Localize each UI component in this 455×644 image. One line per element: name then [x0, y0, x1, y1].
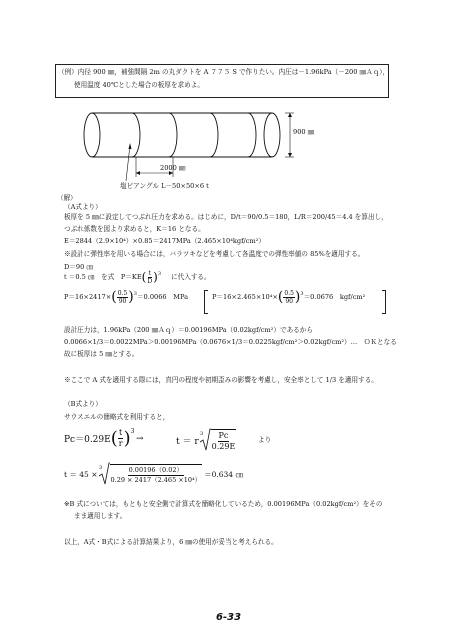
diameter-label: 900 ㎜ — [293, 128, 315, 136]
ring-2 — [169, 113, 177, 157]
cube-root-icon — [98, 462, 110, 486]
a-diameter: D＝90 ㎝ — [64, 263, 93, 271]
example-line-1: （例）内径 900 ㎜，補強間隔 2m の丸ダクトを A ７７５ S で作りたい。内圧は－1.96kPa（－200 ㎜Ａｑ）， — [58, 68, 390, 76]
svg-text:3: 3 — [199, 431, 203, 437]
svg-text:3: 3 — [98, 465, 102, 471]
calc-2-num: 0.5 — [284, 290, 294, 297]
b-heading: （B式より） — [64, 400, 102, 408]
page-number: 6-33 — [216, 612, 242, 623]
b-arrow: → — [136, 434, 144, 444]
b-formula-2 — [176, 428, 236, 452]
calc-2-den: 90 — [285, 298, 293, 305]
b-calc-den: 0.29 × 2417（2.465 ×10⁴） — [110, 475, 202, 484]
angle-label: 塩ビアングル L－50×50×6 t — [120, 182, 209, 190]
a-paragraph-1: 板厚を 5 ㎜に設定してつぶれ圧力を求める。はじめに，D/t＝90/0.5＝180，L/R＝200/45＝4.4 を算出し， — [64, 213, 388, 221]
b-formula-1: Pc＝0.29E ( $\frac{t}{r}$ ) $^3$ — [64, 428, 135, 449]
b-formula-1-num: t — [119, 428, 123, 437]
ring-3 — [210, 113, 218, 157]
calc-2: P＝16×2.465×10⁴× ( $\frac{0.5}{90}$ ) $^3$ ＝0.0676 kgf/cm² — [212, 289, 366, 305]
a-formula-line: t ＝0.5 ㎝ を式 P＝KE ( $\frac{t}{D}$ ) $^3$ に代入する。 — [64, 270, 211, 285]
conclusion: 以上，A式・B式による計算結果より，6 ㎜の使用が妥当と考えられる。 — [64, 538, 278, 546]
calc-2-post: ＝0.0676 kgf/cm² — [303, 293, 366, 301]
b-formula-1-lhs: Pc＝0.29E — [64, 435, 111, 445]
calc-2-pre: P＝16×2.465×10⁴× — [212, 293, 278, 301]
design-line-2: 0.0066×1/3＝0.0022MPa＞0.00196MPa（0.0676×1/3＝0.0225kgf/cm²＞0.02kgf/cm²）… ＯＫとなる — [64, 338, 397, 346]
design-line-1: 設計圧力は，1.96kPa（200 ㎜Ａｑ）＝0.00196MPa（0.02kgf/cm²）であるから — [64, 326, 313, 334]
calc-1-num: 0.5 — [117, 290, 128, 297]
solution-heading: （解） — [57, 194, 77, 202]
b-calc-lhs: t ＝ 45 × — [64, 469, 98, 479]
b-formula-1-exp: 3 — [130, 428, 135, 435]
b-formula-2-num: Pc — [218, 430, 229, 440]
b-calc-num: 0.00196（0.02） — [128, 465, 183, 474]
a-formula-post: に代入する。 — [171, 273, 211, 281]
spacing-label: 2000 ㎜ — [160, 164, 186, 172]
b-calc-rhs: ＝0.634 ㎝ — [204, 469, 243, 479]
cube-root-icon — [199, 428, 211, 452]
example-line-2: 使用温度 40℃とした場合の板厚を求めよ。 — [74, 81, 204, 89]
duct-figure — [80, 105, 340, 195]
b-formula-1-den: r — [118, 439, 123, 448]
safety-note: ※ここで A 式を適用する際には，真円の程度や初期歪みの影響を考慮し，安全率として 1/3 を適用する。 — [64, 376, 378, 384]
b-note-line-1: ※B 式については，もともと安全側で計算式を簡略化しているため，0.00196MPa（0.02kgf/cm²）をその — [64, 500, 383, 508]
design-line-3: 故に板厚は 5 ㎜とする。 — [64, 350, 139, 358]
calc-2-exp: 3 — [300, 291, 304, 297]
a-formula-frac-den: D — [147, 278, 153, 285]
b-yori: より — [258, 436, 272, 444]
a-formula-exp: 3 — [157, 271, 162, 277]
ring-4 — [248, 113, 256, 157]
a-formula-frac-num: t — [148, 270, 151, 277]
a-paragraph-2: つぶれ係数を図より求めると，K＝16 となる。 — [64, 225, 205, 233]
calc-2-bracket-left — [204, 290, 208, 314]
a-elastic-modulus: E＝2844（2.9×10⁴）×0.85＝2417MPa（2.465×10⁴kgf/cm²） — [64, 237, 265, 245]
calc-2-bracket-right — [382, 290, 386, 314]
b-formula-2-den: 0.29E — [211, 441, 236, 451]
a-heading: （A式より） — [64, 203, 102, 211]
b-note-line-2: まま適用します。 — [74, 512, 127, 520]
ring-1 — [132, 113, 140, 157]
calc-1-pre: P＝16×2417× — [64, 293, 112, 301]
b-paragraph-1: サウスエルの簡略式を利用すると， — [64, 413, 170, 421]
a-note: ※設計に弾性率を用いる場合には，バラツキなどを考慮して各温度での弾性率値の 85%を適用する。 — [64, 250, 365, 258]
b-calc — [64, 462, 243, 486]
a-formula-pre: t ＝0.5 ㎝ を式 P＝KE — [64, 273, 142, 281]
calc-1-exp: 3 — [133, 291, 137, 297]
calc-1-den: 90 — [118, 298, 127, 305]
calc-1-post: ＝0.0066 MPa — [136, 293, 189, 301]
b-formula-2-lhs: t ＝ r — [176, 436, 199, 447]
calc-1: P＝16×2417× ( $\frac{0.5}{90}$ ) $^3$ ＝0.0066 MPa — [64, 289, 189, 305]
